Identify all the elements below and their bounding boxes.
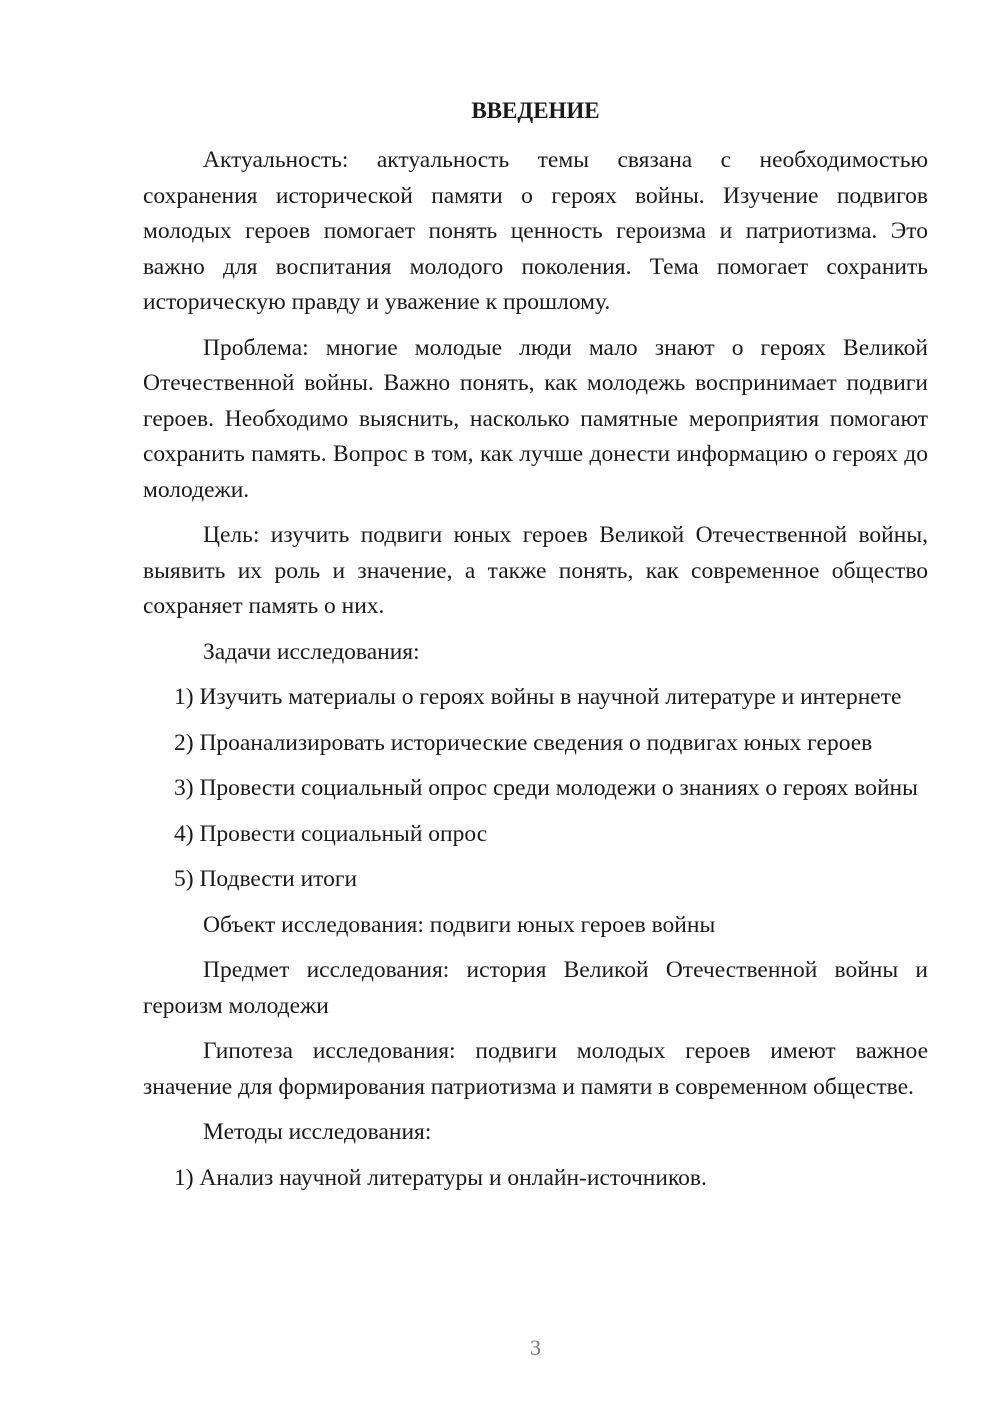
paragraph-relevance: Актуальность: актуальность темы связана с необходимостью сохранения исторической памяти о героях войны. Изучение подвигов молодых героев помогает понять ценность героизма и патриотизма. Это важно для воспитания молодого поколения. Тема помогает сохранить историческую правду и уважение к прошлому. xyxy=(143,147,928,315)
paragraph-methods-title: Методы исследования: xyxy=(203,1119,432,1145)
page-number: 3 xyxy=(530,1335,541,1360)
list-item-task-2: 2) Проанализировать исторические сведения о подвигах юных героев xyxy=(174,729,873,756)
list-item-task-1: 1) Изучить материалы о героях войны в научной литературе и интернете xyxy=(174,684,902,710)
paragraph-object: Объект исследования: подвиги юных героев войны xyxy=(203,911,716,938)
paragraph-tasks-title: Задачи исследования: xyxy=(203,638,420,665)
list-item-task-3: 3) Провести социальный опрос среди молодежи о знаниях о героях войны xyxy=(174,775,918,801)
list-item-task-5: 5) Подвести итоги xyxy=(174,866,358,892)
document-body xyxy=(143,143,928,1206)
section-heading: ВВЕДЕНИЕ xyxy=(471,98,600,123)
paragraph-subject: Предмет исследования: история Великой Отечественной войны и героизм молодежи xyxy=(143,957,928,1019)
list-item-method-1: 1) Анализ научной литературы и онлайн-источников. xyxy=(174,1164,707,1191)
list-item-task-4: 4) Провести социальный опрос xyxy=(174,820,488,847)
paragraph-goal: Цель: изучить подвиги юных героев Великой Отечественной войны, выявить их роль и значение, а также понять, как современное общество сохраняет память о них. xyxy=(143,522,928,619)
paragraph-hypothesis: Гипотеза исследования: подвиги молодых героев имеют важное значение для формирования патриотизма и памяти в современном обществе. xyxy=(143,1038,928,1100)
paragraph-problem: Проблема: многие молодые люди мало знают о героях Великой Отечественной войны. Важно понять, как молодежь воспринимает подвиги героев. Необходимо выяснить, насколько памятные мероприятия помогают сохранить память. Вопрос в том, как лучше донести информацию о героях до молодежи. xyxy=(143,334,928,503)
